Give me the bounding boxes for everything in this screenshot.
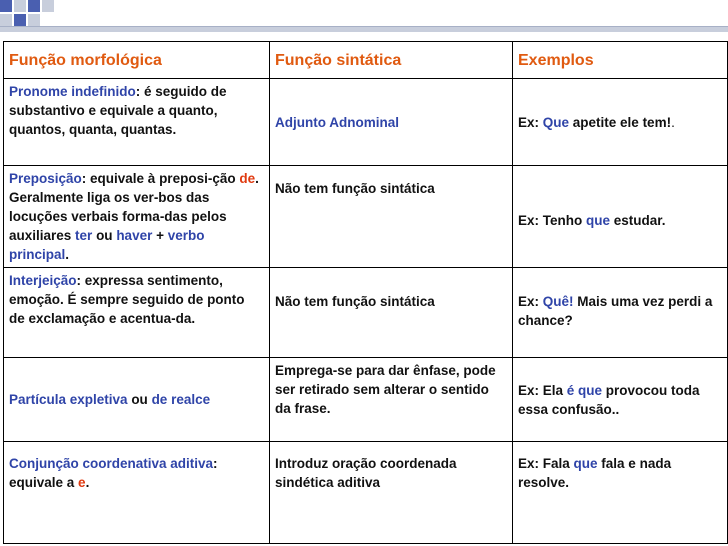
text: ou	[92, 228, 117, 243]
text: Introduz oração coordenada sindética aditiva	[275, 456, 457, 490]
cell-sintatica	[270, 166, 513, 268]
text: Não tem função sintática	[275, 294, 435, 309]
text: .	[671, 114, 675, 130]
text: Ex: Tenho	[518, 213, 587, 228]
grammar-table	[3, 41, 728, 544]
highlight: de	[239, 171, 256, 186]
text: Emprega-se para dar ênfase, pode ser retirado sem alterar o sentido da frase.	[275, 363, 496, 416]
table-row	[4, 442, 728, 544]
term: verbo principal	[9, 228, 205, 262]
table-row	[4, 166, 728, 268]
cell-morfologica	[4, 166, 270, 268]
header-sintatica: Função sintática	[270, 42, 513, 79]
text: : expressa sentimento, emoção. É sempre seguido de ponto de exclamação e acentua-da.	[9, 273, 245, 326]
text: Mais uma vez perdi a chance?	[518, 294, 713, 328]
table-row	[4, 268, 728, 358]
cell-exemplo	[513, 268, 728, 358]
term: Adjunto Adnominal	[275, 114, 399, 130]
cell-sintatica	[270, 442, 513, 544]
header-rule	[0, 26, 728, 27]
text: provocou toda essa confusão..	[518, 382, 700, 417]
highlight: e	[78, 475, 86, 490]
term: Interjeição	[9, 273, 77, 288]
header-morfologica: Função morfológica	[4, 42, 270, 79]
text: Ex:	[518, 114, 543, 130]
cell-morfologica	[4, 442, 270, 544]
cell-sintatica	[270, 79, 513, 166]
term: Preposição	[9, 171, 82, 186]
corner-decoration	[0, 0, 80, 40]
text: Não tem função sintática	[275, 181, 435, 196]
highlight: é que	[566, 382, 603, 398]
text: estudar.	[610, 213, 666, 228]
text: fala e nada resolve.	[518, 456, 672, 490]
cell-exemplo	[513, 358, 728, 442]
text: Ex: Fala	[518, 456, 574, 471]
text: : é seguido de substantivo e equivale a quanto, quantos, quanta, quantas.	[9, 84, 227, 137]
table-header-row	[4, 42, 728, 79]
text: apetite ele tem!	[569, 114, 672, 130]
text: .	[85, 475, 90, 490]
text: : equivale à preposi-ção	[81, 171, 240, 186]
text: ou	[127, 392, 152, 407]
cell-exemplo	[513, 79, 728, 166]
term: ter	[75, 228, 93, 243]
cell-exemplo	[513, 166, 728, 268]
term: Conjunção coordenativa aditiva	[9, 456, 214, 471]
cell-sintatica	[270, 358, 513, 442]
text: Ex: Ela	[518, 382, 567, 398]
table-row	[4, 358, 728, 442]
text: : equivale a	[9, 456, 218, 490]
cell-exemplo	[513, 442, 728, 544]
text: .	[65, 247, 70, 262]
highlight: que	[573, 456, 598, 471]
cell-sintatica	[270, 268, 513, 358]
term: Partícula expletiva	[9, 392, 128, 407]
cell-morfologica	[4, 79, 270, 166]
text: +	[152, 228, 168, 243]
term: haver	[116, 228, 153, 243]
highlight: que	[586, 213, 611, 228]
header-exemplos: Exemplos	[513, 42, 728, 79]
text: . Geralmente liga os ver-bos das locuções verbais forma-das pelos auxiliares	[9, 171, 259, 243]
table-row	[4, 79, 728, 166]
highlight: Quê!	[542, 294, 574, 309]
term: Pronome indefinido	[9, 84, 136, 99]
highlight: Que	[542, 114, 570, 130]
term: de realce	[151, 392, 211, 407]
cell-morfologica	[4, 268, 270, 358]
cell-morfologica	[4, 358, 270, 442]
text: Ex:	[518, 294, 543, 309]
